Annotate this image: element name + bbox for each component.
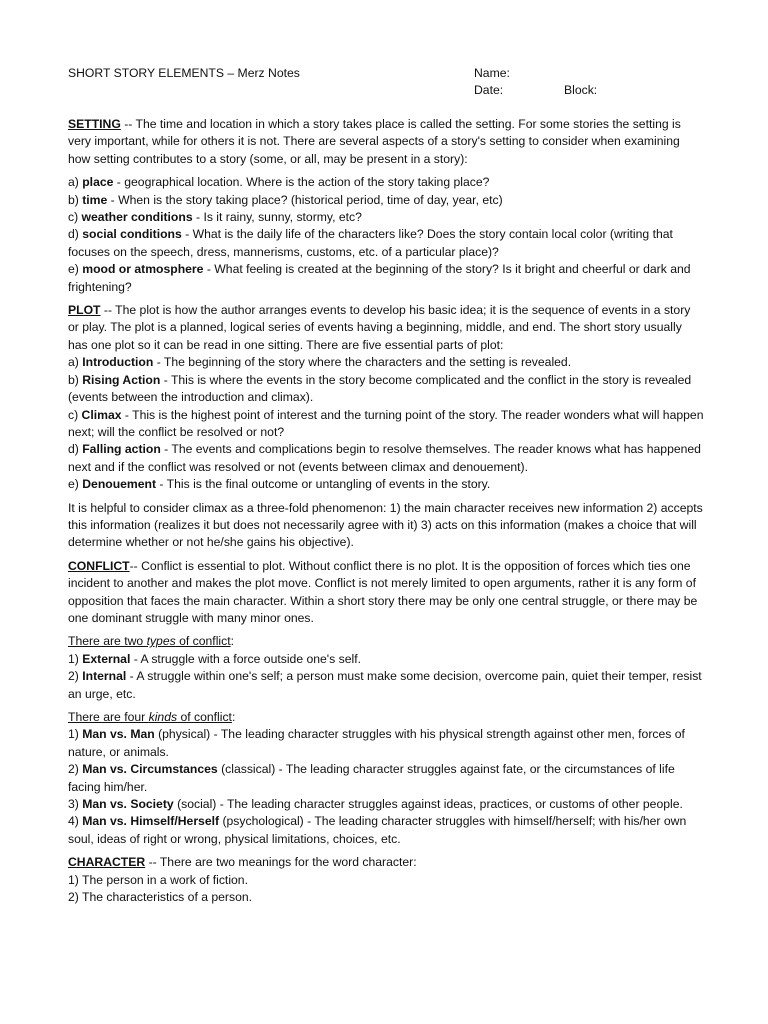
item-term: time xyxy=(82,192,108,207)
item-term: Falling action xyxy=(82,442,161,457)
list-item xyxy=(68,476,704,493)
document-header xyxy=(68,65,768,101)
document-title: SHORT STORY ELEMENTS – Merz Notes xyxy=(68,66,300,80)
setting-list xyxy=(68,174,704,296)
list-item xyxy=(68,651,704,668)
item-prefix: e) xyxy=(68,477,83,492)
item-prefix: e) xyxy=(68,262,83,277)
types-heading-text xyxy=(68,634,231,648)
types-post: of conflict xyxy=(175,634,231,649)
list-item xyxy=(68,796,704,813)
item-desc: - A struggle within one's self; a person must make some decision, overcome pain, quiet their temper, resist an urge, etc. xyxy=(68,669,702,701)
list-item xyxy=(68,668,704,703)
item-desc: (physical) - The leading character struggles with his physical strength against other men, forces of nature, or animals. xyxy=(68,727,685,759)
item-term: Man vs. Himself/Herself xyxy=(82,814,220,829)
conflict-intro-text: -- Conflict is essential to plot. Without conflict there is no plot. It is the opposition of forces which ties one incident to another and makes the plot move. Conflict is not merely limited to open arguments, rather it is any form of opposition that faces the main character. Within a short story there may be only one central struggle, or there may be one dominant struggle with many minor ones. xyxy=(68,558,698,625)
item-prefix: 4) xyxy=(68,814,83,829)
item-prefix: 2) xyxy=(68,762,83,777)
item-term: Internal xyxy=(82,669,127,684)
character-section xyxy=(68,854,704,906)
item-prefix: d) xyxy=(68,227,83,242)
list-item xyxy=(68,761,704,796)
character-intro-text: -- There are two meanings for the word character: xyxy=(145,855,417,870)
document-body xyxy=(68,116,704,906)
list-item xyxy=(68,192,704,209)
item-desc: - When is the story taking place? (historical period, time of day, year, etc) xyxy=(107,192,503,207)
setting-intro xyxy=(68,116,704,168)
kinds-heading-text xyxy=(68,710,232,724)
item-prefix: 1) xyxy=(68,727,83,742)
item-desc: - geographical location. Where is the action of the story taking place? xyxy=(113,175,490,190)
conflict-types-heading xyxy=(68,633,704,650)
item-prefix: 3) xyxy=(68,797,83,812)
item-term: External xyxy=(82,651,131,666)
climax-note: It is helpful to consider climax as a three-fold phenomenon: 1) the main character receives new information 2) accepts this information (realizes it but does not necessarily agree with it) 3) acts on this information (makes a choice that will determine whether or not he/she gains his objective). xyxy=(68,500,703,550)
setting-section xyxy=(68,116,704,296)
plot-intro xyxy=(68,302,704,354)
item-desc: - This is the highest point of interest and the turning point of the story. The reader wonders what will happen next; will the conflict be resolved or not? xyxy=(68,407,704,439)
types-em: types xyxy=(146,634,176,649)
conflict-intro xyxy=(68,558,704,628)
block-label: Block: xyxy=(564,83,598,97)
list-item xyxy=(68,407,704,442)
plot-section xyxy=(68,302,704,552)
item-prefix: a) xyxy=(68,355,83,370)
item-desc: - The events and complications begin to resolve themselves. The reader knows what has happened next and if the conflict was resolved or not (events between climax and denouement). xyxy=(68,442,701,474)
list-item xyxy=(68,209,704,226)
item-prefix: b) xyxy=(68,372,83,387)
item-prefix: d) xyxy=(68,442,83,457)
item-term: Climax xyxy=(81,407,122,422)
list-item xyxy=(68,354,704,371)
item-desc: - What feeling is created at the beginning of the story? Is it bright and cheerful or dark and frightening? xyxy=(68,262,691,294)
setting-intro-text: -- The time and location in which a story takes place is called the setting. For some stories the setting is very important, while for others it is not. There are several aspects of a story's setting to consider when examining how setting contributes to a story (some, or all, may be present in a story): xyxy=(68,117,681,166)
item-prefix: 2) xyxy=(68,669,83,684)
item-term: weather conditions xyxy=(81,210,193,225)
setting-heading: SETTING xyxy=(68,117,121,131)
character-intro xyxy=(68,854,704,871)
item-desc: (classical) - The leading character struggles against fate, or the circumstances of life facing him/her. xyxy=(68,762,675,794)
kinds-pre: There are four xyxy=(68,710,149,724)
list-item xyxy=(68,726,704,761)
item-desc: - The beginning of the story where the characters and the setting is revealed. xyxy=(153,355,572,370)
list-item xyxy=(68,441,704,476)
list-item: 2) The characteristics of a person. xyxy=(68,890,253,905)
list-item xyxy=(68,226,704,261)
item-term: Denouement xyxy=(82,477,157,492)
date-label: Date: xyxy=(474,83,504,97)
item-term: Man vs. Society xyxy=(82,797,174,812)
item-term: Rising Action xyxy=(82,372,161,387)
item-desc: - Is it rainy, sunny, stormy, etc? xyxy=(192,210,362,225)
kinds-em: kinds xyxy=(148,710,178,724)
item-desc: (psychological) - The leading character struggles with himself/herself; with his/her own soul, ideas of right or wrong, physical limitations, choices, etc. xyxy=(68,814,687,846)
item-term: mood or atmosphere xyxy=(82,262,204,277)
item-prefix: c) xyxy=(68,407,82,422)
item-desc: - This is the final outcome or untangling of events in the story. xyxy=(156,477,491,492)
plot-intro-text: -- The plot is how the author arranges events to develop his basic idea; it is the sequence of events in a story or play. The plot is a planned, logical series of events having a beginning, middle, and end. The short story usually has one plot so it can be read in one sitting. There are five essential parts of plot: xyxy=(68,303,691,352)
item-prefix: c) xyxy=(68,210,82,225)
conflict-section xyxy=(68,558,704,849)
plot-heading: PLOT xyxy=(68,303,101,318)
character-heading: CHARACTER xyxy=(68,855,146,870)
item-desc: - A struggle with a force outside one's self. xyxy=(130,651,361,666)
item-prefix: b) xyxy=(68,192,83,207)
item-term: Man vs. Man xyxy=(82,727,155,742)
kinds-post: of conflict xyxy=(177,710,232,724)
item-prefix: 1) xyxy=(68,651,83,666)
conflict-kinds-heading xyxy=(68,709,704,726)
kinds-colon: : xyxy=(231,710,236,724)
item-term: social conditions xyxy=(82,227,182,242)
item-desc: - What is the daily life of the characters like? Does the story contain local color (writing that focuses on the speech, dress, mannerisms, customs, etc. of a particular place)? xyxy=(68,227,673,259)
plot-list xyxy=(68,354,704,493)
list-item xyxy=(68,372,704,407)
item-term: Man vs. Circumstances xyxy=(82,762,218,777)
list-item: 1) The person in a work of fiction. xyxy=(68,872,248,887)
name-label: Name: xyxy=(474,66,510,80)
list-item xyxy=(68,174,704,191)
item-desc: - This is where the events in the story become complicated and the conflict in the story is revealed (events between the introduction and climax). xyxy=(68,372,692,405)
types-colon: : xyxy=(230,634,234,649)
list-item xyxy=(68,261,704,296)
types-pre: There are two xyxy=(68,634,147,649)
item-term: Introduction xyxy=(82,355,154,370)
item-prefix: a) xyxy=(68,175,83,190)
item-term: place xyxy=(82,175,114,190)
conflict-heading: CONFLICT xyxy=(68,558,130,573)
item-desc: (social) - The leading character struggles against ideas, practices, or customs of other people. xyxy=(173,797,683,812)
list-item xyxy=(68,813,704,848)
